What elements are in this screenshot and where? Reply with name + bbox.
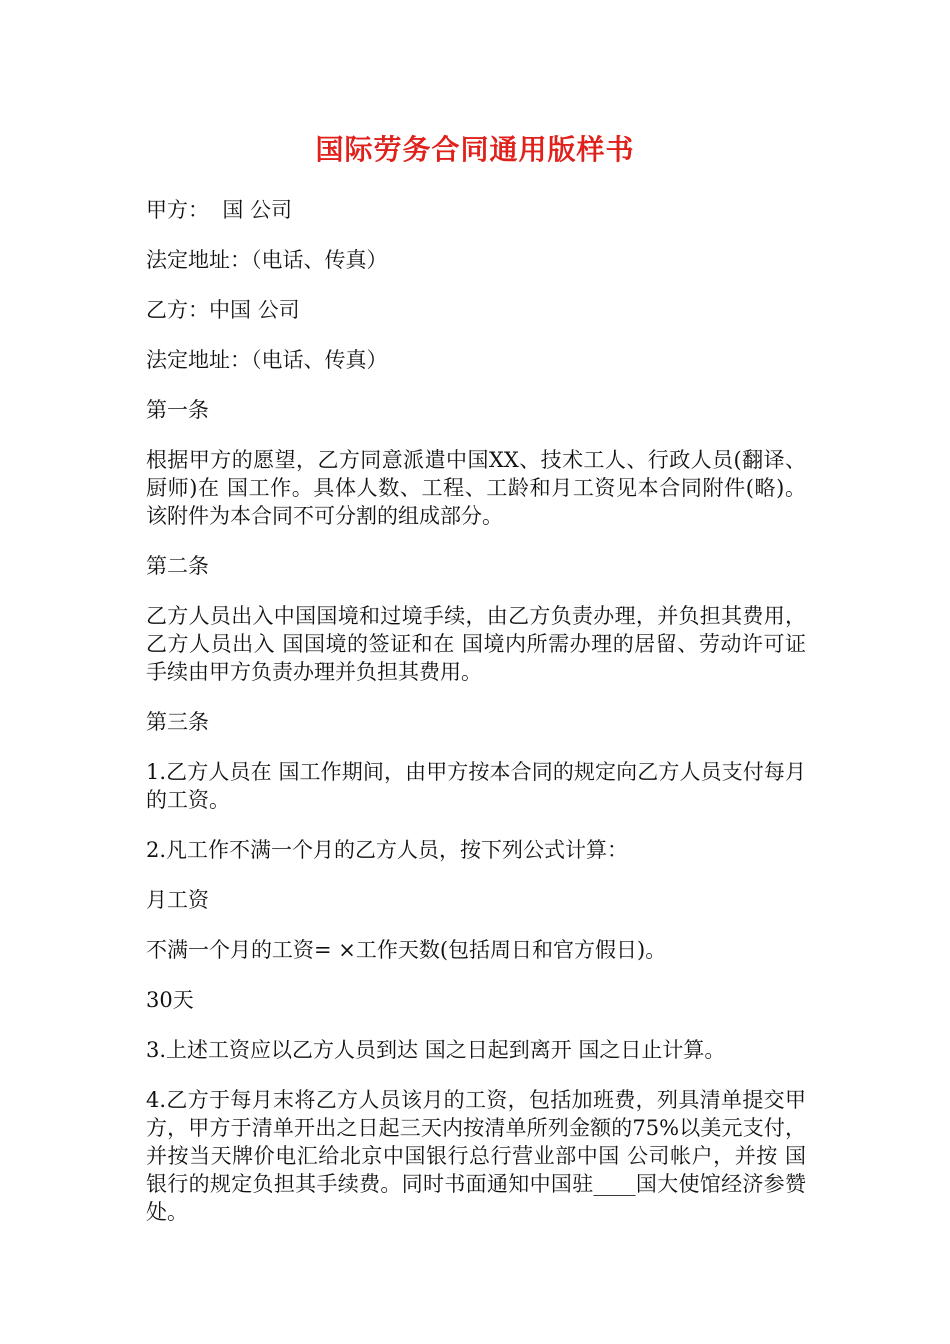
formula-denominator: 30天 (146, 988, 194, 1012)
article-3-clause-1: 1.乙方人员在 国工作期间，由甲方按本合同的规定向乙方人员支付每月的工资。 (146, 760, 806, 812)
article-3-heading: 第三条 (146, 710, 209, 734)
document-title: 国际劳务合同通用版样书 (315, 133, 635, 166)
article-3-clause-4: 4.乙方于每月末将乙方人员该月的工资，包括加班费，列具清单提交甲方，甲方于清单开出之日起三天内按清单所列金额的75%以美元支付，并按当天牌价电汇给北京中国银行总行营业部中国 公司帐户，并按 国 银行的规定负担其手续费。同时书面通知中国驻____国大使馆经济参赞处。 (146, 1088, 813, 1224)
document-body (146, 196, 813, 1248)
party-b-address: 法定地址：（电话、传真） (146, 348, 388, 372)
party-b-line: 乙方：中国 公司 (146, 298, 300, 322)
party-a-line: 甲方： 国 公司 (146, 198, 293, 222)
article-1-text: 根据甲方的愿望，乙方同意派遣中国XX、技术工人、行政人员(翻译、厨师)在 国工作。具体人数、工程、工龄和月工资见本合同附件(略)。该附件为本合同不可分割的组成部分。 (146, 448, 806, 528)
article-3-clause-3: 3.上述工资应以乙方人员到达 国之日起到离开 国之日止计算。 (146, 1038, 726, 1062)
article-3-clause-2: 2.凡工作不满一个月的乙方人员，按下列公式计算： (146, 838, 629, 862)
article-2-heading: 第二条 (146, 554, 209, 578)
article-2-text: 乙方人员出入中国国境和过境手续，由乙方负责办理，并负担其费用，乙方人员出入 国国境的签证和在 国境内所需办理的居留、劳动许可证手续由甲方负责办理并负担其费用。 (146, 604, 806, 684)
article-1-heading: 第一条 (146, 398, 209, 422)
formula-numerator: 月工资 (146, 888, 209, 912)
formula-line: 不满一个月的工资= ×工作天数(包括周日和官方假日)。 (146, 938, 667, 962)
party-a-address: 法定地址：（电话、传真） (146, 248, 388, 272)
